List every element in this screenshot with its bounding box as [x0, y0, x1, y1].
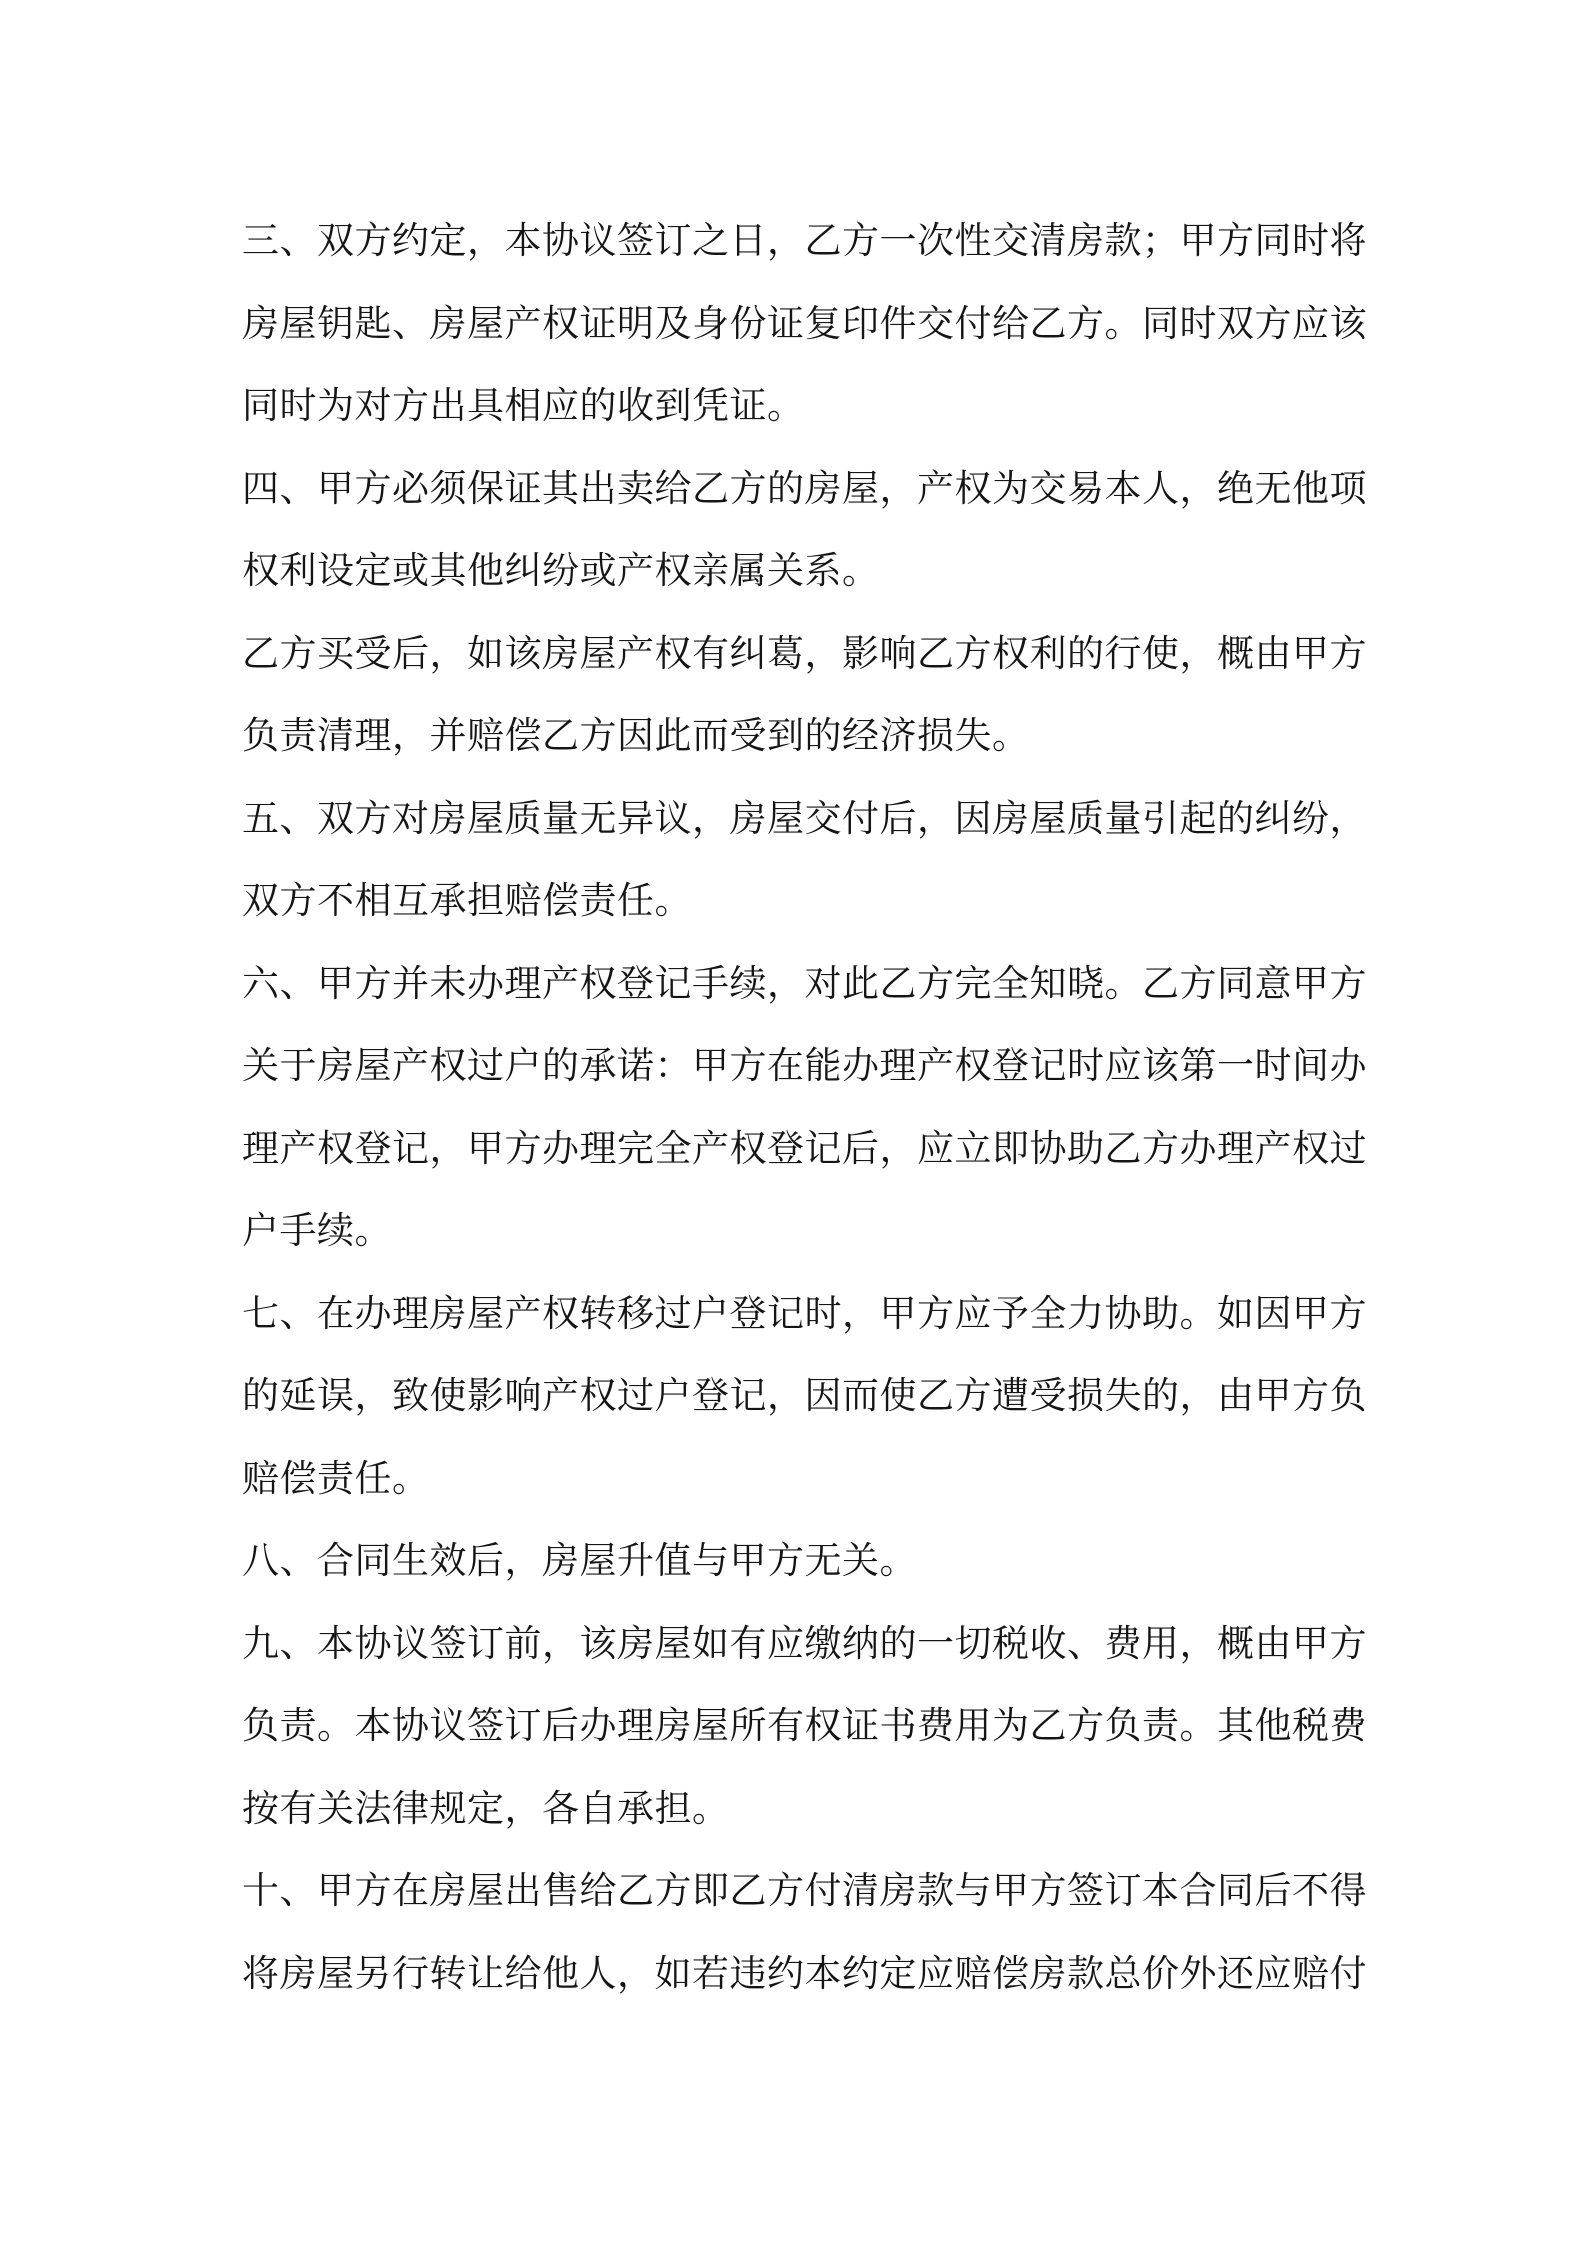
text-line: 八、合同生效后，房屋升值与甲方无关。: [242, 1539, 917, 1582]
text-line: 七、在办理房屋产权转移过户登记时，甲方应予全力协助。如因甲方: [242, 1291, 1367, 1335]
text-line: 负责。本协议签订后办理房屋所有权证书费用为乙方负责。其他税费: [242, 1704, 1367, 1747]
text-line: 三、双方约定，本协议签订之日，乙方一次性交清房款；甲方同时将: [242, 219, 1367, 262]
text-line: 同时为对方出具相应的收到凭证。: [242, 384, 805, 427]
text-line: 关于房屋产权过户的承诺：甲方在能办理产权登记时应该第一时间办: [242, 1044, 1367, 1087]
text-line: 户手续。: [242, 1209, 392, 1252]
text-line: 乙方买受后，如该房屋产权有纠葛，影响乙方权利的行使，概由甲方: [242, 631, 1367, 675]
text-line: 房屋钥匙、房屋产权证明及身份证复印件交付给乙方。同时双方应该: [242, 301, 1367, 345]
text-line: 四、甲方必须保证其出卖给乙方的房屋，产权为交易本人，绝无他项: [242, 466, 1367, 510]
text-line: 的延误，致使影响产权过户登记，因而使乙方遭受损失的，由甲方负: [242, 1374, 1367, 1417]
text-line: 五、双方对房屋质量无异议，房屋交付后，因房屋质量引起的纠纷，: [242, 796, 1367, 840]
text-line: 九、本协议签订前，该房屋如有应缴纳的一切税收、费用，概由甲方: [242, 1621, 1367, 1665]
text-line: 将房屋另行转让给他人，如若违约本约定应赔偿房款总价外还应赔付: [242, 1951, 1367, 1995]
text-line: 理产权登记，甲方办理完全产权登记后，应立即协助乙方办理产权过: [242, 1126, 1367, 1170]
contract-text: [242, 200, 1367, 2015]
text-line: 按有关法律规定，各自承担。: [242, 1786, 730, 1830]
text-line: 权利设定或其他纠纷或产权亲属关系。: [242, 549, 880, 592]
text-line: 十、甲方在房屋出售给乙方即乙方付清房款与甲方签订本合同后不得: [242, 1869, 1367, 1912]
text-line: 赔偿责任。: [242, 1456, 430, 1500]
text-line: 负责清理，并赔偿乙方因此而受到的经济损失。: [242, 714, 1030, 757]
text-line: 六、甲方并未办理产权登记手续，对此乙方完全知晓。乙方同意甲方: [242, 961, 1367, 1005]
text-line: 双方不相互承担赔偿责任。: [242, 879, 692, 922]
